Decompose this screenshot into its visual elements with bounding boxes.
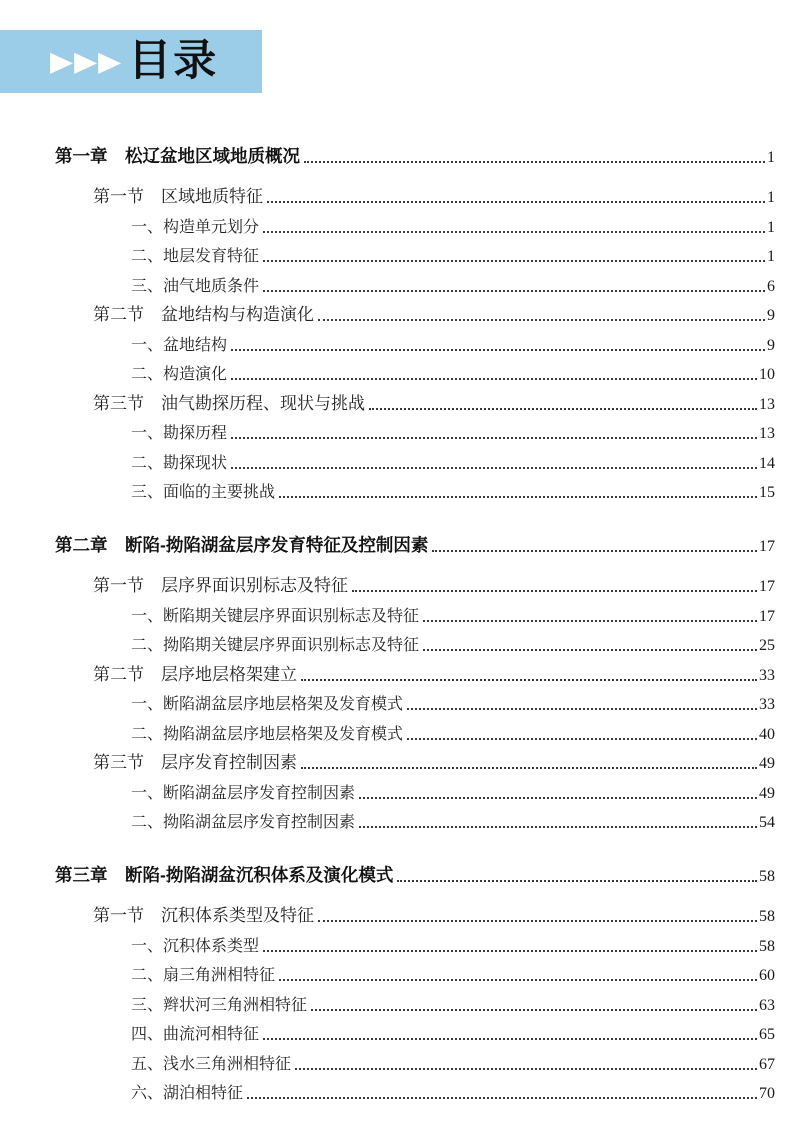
- toc-entry-label: 一、构造单元划分: [131, 218, 260, 236]
- toc-entry-item: [55, 626, 775, 656]
- toc-entry-page: 9: [767, 336, 775, 354]
- toc-entry-section: [55, 178, 775, 208]
- dot-leader: [318, 920, 757, 922]
- toc-entry-page: 17: [759, 607, 775, 625]
- toc-page: [0, 30, 787, 1141]
- toc-entry-page: 70: [759, 1085, 775, 1103]
- toc-entry-label: 一、盆地结构: [131, 336, 228, 354]
- toc-entry-label: 二、拗陷湖盆层序地层格架及发育模式: [131, 725, 404, 743]
- toc-entry-page: 1: [767, 189, 775, 207]
- dot-leader: [267, 201, 765, 203]
- toc-entry-page: 13: [759, 395, 775, 413]
- toc-entry-item: [55, 1015, 775, 1045]
- triple-right-arrows-icon: ▶▶▶: [50, 44, 123, 78]
- toc-entry-page: 1: [767, 148, 775, 166]
- page-title: 目录: [128, 38, 219, 85]
- toc-entry-item: [55, 266, 775, 296]
- toc-entry-page: 58: [759, 937, 775, 955]
- toc-entry-label: 三、面临的主要挑战: [131, 484, 276, 502]
- dot-leader: [369, 408, 757, 410]
- toc-entry-chapter: [55, 526, 775, 556]
- toc-entry-label: 第三章 断陷-拗陷湖盆沉积体系及演化模式: [55, 865, 394, 886]
- toc-entry-page: 10: [759, 366, 775, 384]
- toc-entry-page: 13: [759, 425, 775, 443]
- toc-entry-item: [55, 1044, 775, 1074]
- toc-entry-page: 40: [759, 725, 775, 743]
- toc-entry-item: [55, 714, 775, 744]
- toc-entry-section: [55, 567, 775, 597]
- toc-entry-item: [55, 1074, 775, 1104]
- toc-entry-item: [55, 414, 775, 444]
- toc-entry-label: 第三节 油气勘探历程、现状与挑战: [93, 393, 365, 413]
- dot-leader: [263, 231, 765, 233]
- toc-entry-page: 1: [767, 248, 775, 266]
- toc-entry-label: 四、曲流河相特征: [131, 1026, 260, 1044]
- dot-leader: [231, 349, 765, 351]
- toc-entry-page: 65: [759, 1026, 775, 1044]
- toc-entry-label: 一、断陷湖盆层序发育控制因素: [131, 784, 356, 802]
- toc-entry-chapter: [55, 137, 775, 167]
- dot-leader: [359, 826, 757, 828]
- toc-entry-page: 54: [759, 814, 775, 832]
- toc-entry-item: [55, 956, 775, 986]
- dot-leader: [359, 797, 757, 799]
- dot-leader: [231, 437, 757, 439]
- toc-entry-item: [55, 773, 775, 803]
- dot-leader: [352, 590, 757, 592]
- dot-leader: [231, 467, 757, 469]
- toc-entry-label: 第二节 盆地结构与构造演化: [93, 305, 314, 325]
- dot-leader: [304, 161, 765, 163]
- toc-entry-section: [55, 744, 775, 774]
- toc-entry-page: 9: [767, 307, 775, 325]
- toc-header-band: [0, 30, 262, 93]
- dot-leader: [295, 1068, 757, 1070]
- toc-entry-page: 14: [759, 454, 775, 472]
- toc-entry-label: 第一章 松辽盆地区域地质概况: [55, 146, 300, 167]
- toc-entry-item: [55, 473, 775, 503]
- toc-entry-label: 二、构造演化: [131, 366, 228, 384]
- toc-entry-label: 第三节 层序发育控制因素: [93, 753, 297, 773]
- toc-entry-label: 二、地层发育特征: [131, 248, 260, 266]
- toc-entry-label: 五、浅水三角洲相特征: [131, 1055, 292, 1073]
- toc-entry-item: [55, 803, 775, 833]
- toc-entry-page: 67: [759, 1055, 775, 1073]
- dot-leader: [311, 1009, 757, 1011]
- toc-entry-label: 三、辫状河三角洲相特征: [131, 996, 308, 1014]
- toc-entry-label: 一、勘探历程: [131, 425, 228, 443]
- toc-entry-label: 第二节 层序地层格架建立: [93, 664, 297, 684]
- toc-entry-label: 第一节 层序界面识别标志及特征: [93, 576, 348, 596]
- toc-entry-item: [55, 325, 775, 355]
- toc-entry-section: [55, 296, 775, 326]
- dot-leader: [318, 319, 765, 321]
- toc-entry-label: 三、油气地质条件: [131, 277, 260, 295]
- toc-entry-page: 49: [759, 755, 775, 773]
- toc-entry-label: 二、拗陷湖盆层序发育控制因素: [131, 814, 356, 832]
- toc-entry-page: 49: [759, 784, 775, 802]
- toc-entry-item: [55, 355, 775, 385]
- toc-entry-section: [55, 897, 775, 927]
- toc-entry-label: 第一节 区域地质特征: [93, 187, 263, 207]
- toc-entry-label: 一、断陷期关键层序界面识别标志及特征: [131, 607, 420, 625]
- toc-entry-page: 60: [759, 967, 775, 985]
- toc-entry-label: 六、湖泊相特征: [131, 1085, 244, 1103]
- toc-entry-section: [55, 384, 775, 414]
- toc-entry-label: 一、断陷湖盆层序地层格架及发育模式: [131, 696, 404, 714]
- dot-leader: [423, 620, 757, 622]
- toc-entry-label: 二、勘探现状: [131, 454, 228, 472]
- toc-entry-page: 33: [759, 696, 775, 714]
- dot-leader: [301, 767, 757, 769]
- dot-leader: [279, 496, 757, 498]
- toc-entry-page: 6: [767, 277, 775, 295]
- toc-entry-section: [55, 655, 775, 685]
- toc-entry-label: 二、拗陷期关键层序界面识别标志及特征: [131, 637, 420, 655]
- dot-leader: [263, 260, 765, 262]
- toc-entry-item: [55, 596, 775, 626]
- toc-entry-chapter: [55, 856, 775, 886]
- toc-entry-item: [55, 926, 775, 956]
- dot-leader: [263, 950, 757, 952]
- toc-entry-page: 58: [759, 867, 775, 885]
- toc-entry-item: [55, 685, 775, 715]
- toc-entry-page: 1: [767, 218, 775, 236]
- dot-leader: [247, 1097, 757, 1099]
- toc-entry-item: [55, 985, 775, 1015]
- toc-entry-page: 17: [759, 578, 775, 596]
- dot-leader: [407, 738, 757, 740]
- toc-entry-label: 一、沉积体系类型: [131, 937, 260, 955]
- toc-entry-page: 15: [759, 484, 775, 502]
- toc-entry-page: 63: [759, 996, 775, 1014]
- dot-leader: [301, 679, 757, 681]
- dot-leader: [397, 880, 757, 882]
- toc-entry-label: 第一节 沉积体系类型及特征: [93, 906, 314, 926]
- toc-entry-item: [55, 237, 775, 267]
- dot-leader: [423, 649, 757, 651]
- toc-entry-item: [55, 207, 775, 237]
- dot-leader: [263, 1038, 757, 1040]
- toc-entry-label: 第二章 断陷-拗陷湖盆层序发育特征及控制因素: [55, 535, 429, 556]
- toc-entry-page: 33: [759, 666, 775, 684]
- dot-leader: [432, 550, 757, 552]
- dot-leader: [407, 708, 757, 710]
- dot-leader: [279, 979, 757, 981]
- toc-entry-page: 17: [759, 537, 775, 555]
- dot-leader: [231, 378, 757, 380]
- toc-entry-item: [55, 443, 775, 473]
- toc-list: [55, 93, 775, 1103]
- toc-entry-page: 25: [759, 637, 775, 655]
- toc-entry-label: 二、扇三角洲相特征: [131, 967, 276, 985]
- dot-leader: [263, 290, 765, 292]
- toc-entry-page: 58: [759, 908, 775, 926]
